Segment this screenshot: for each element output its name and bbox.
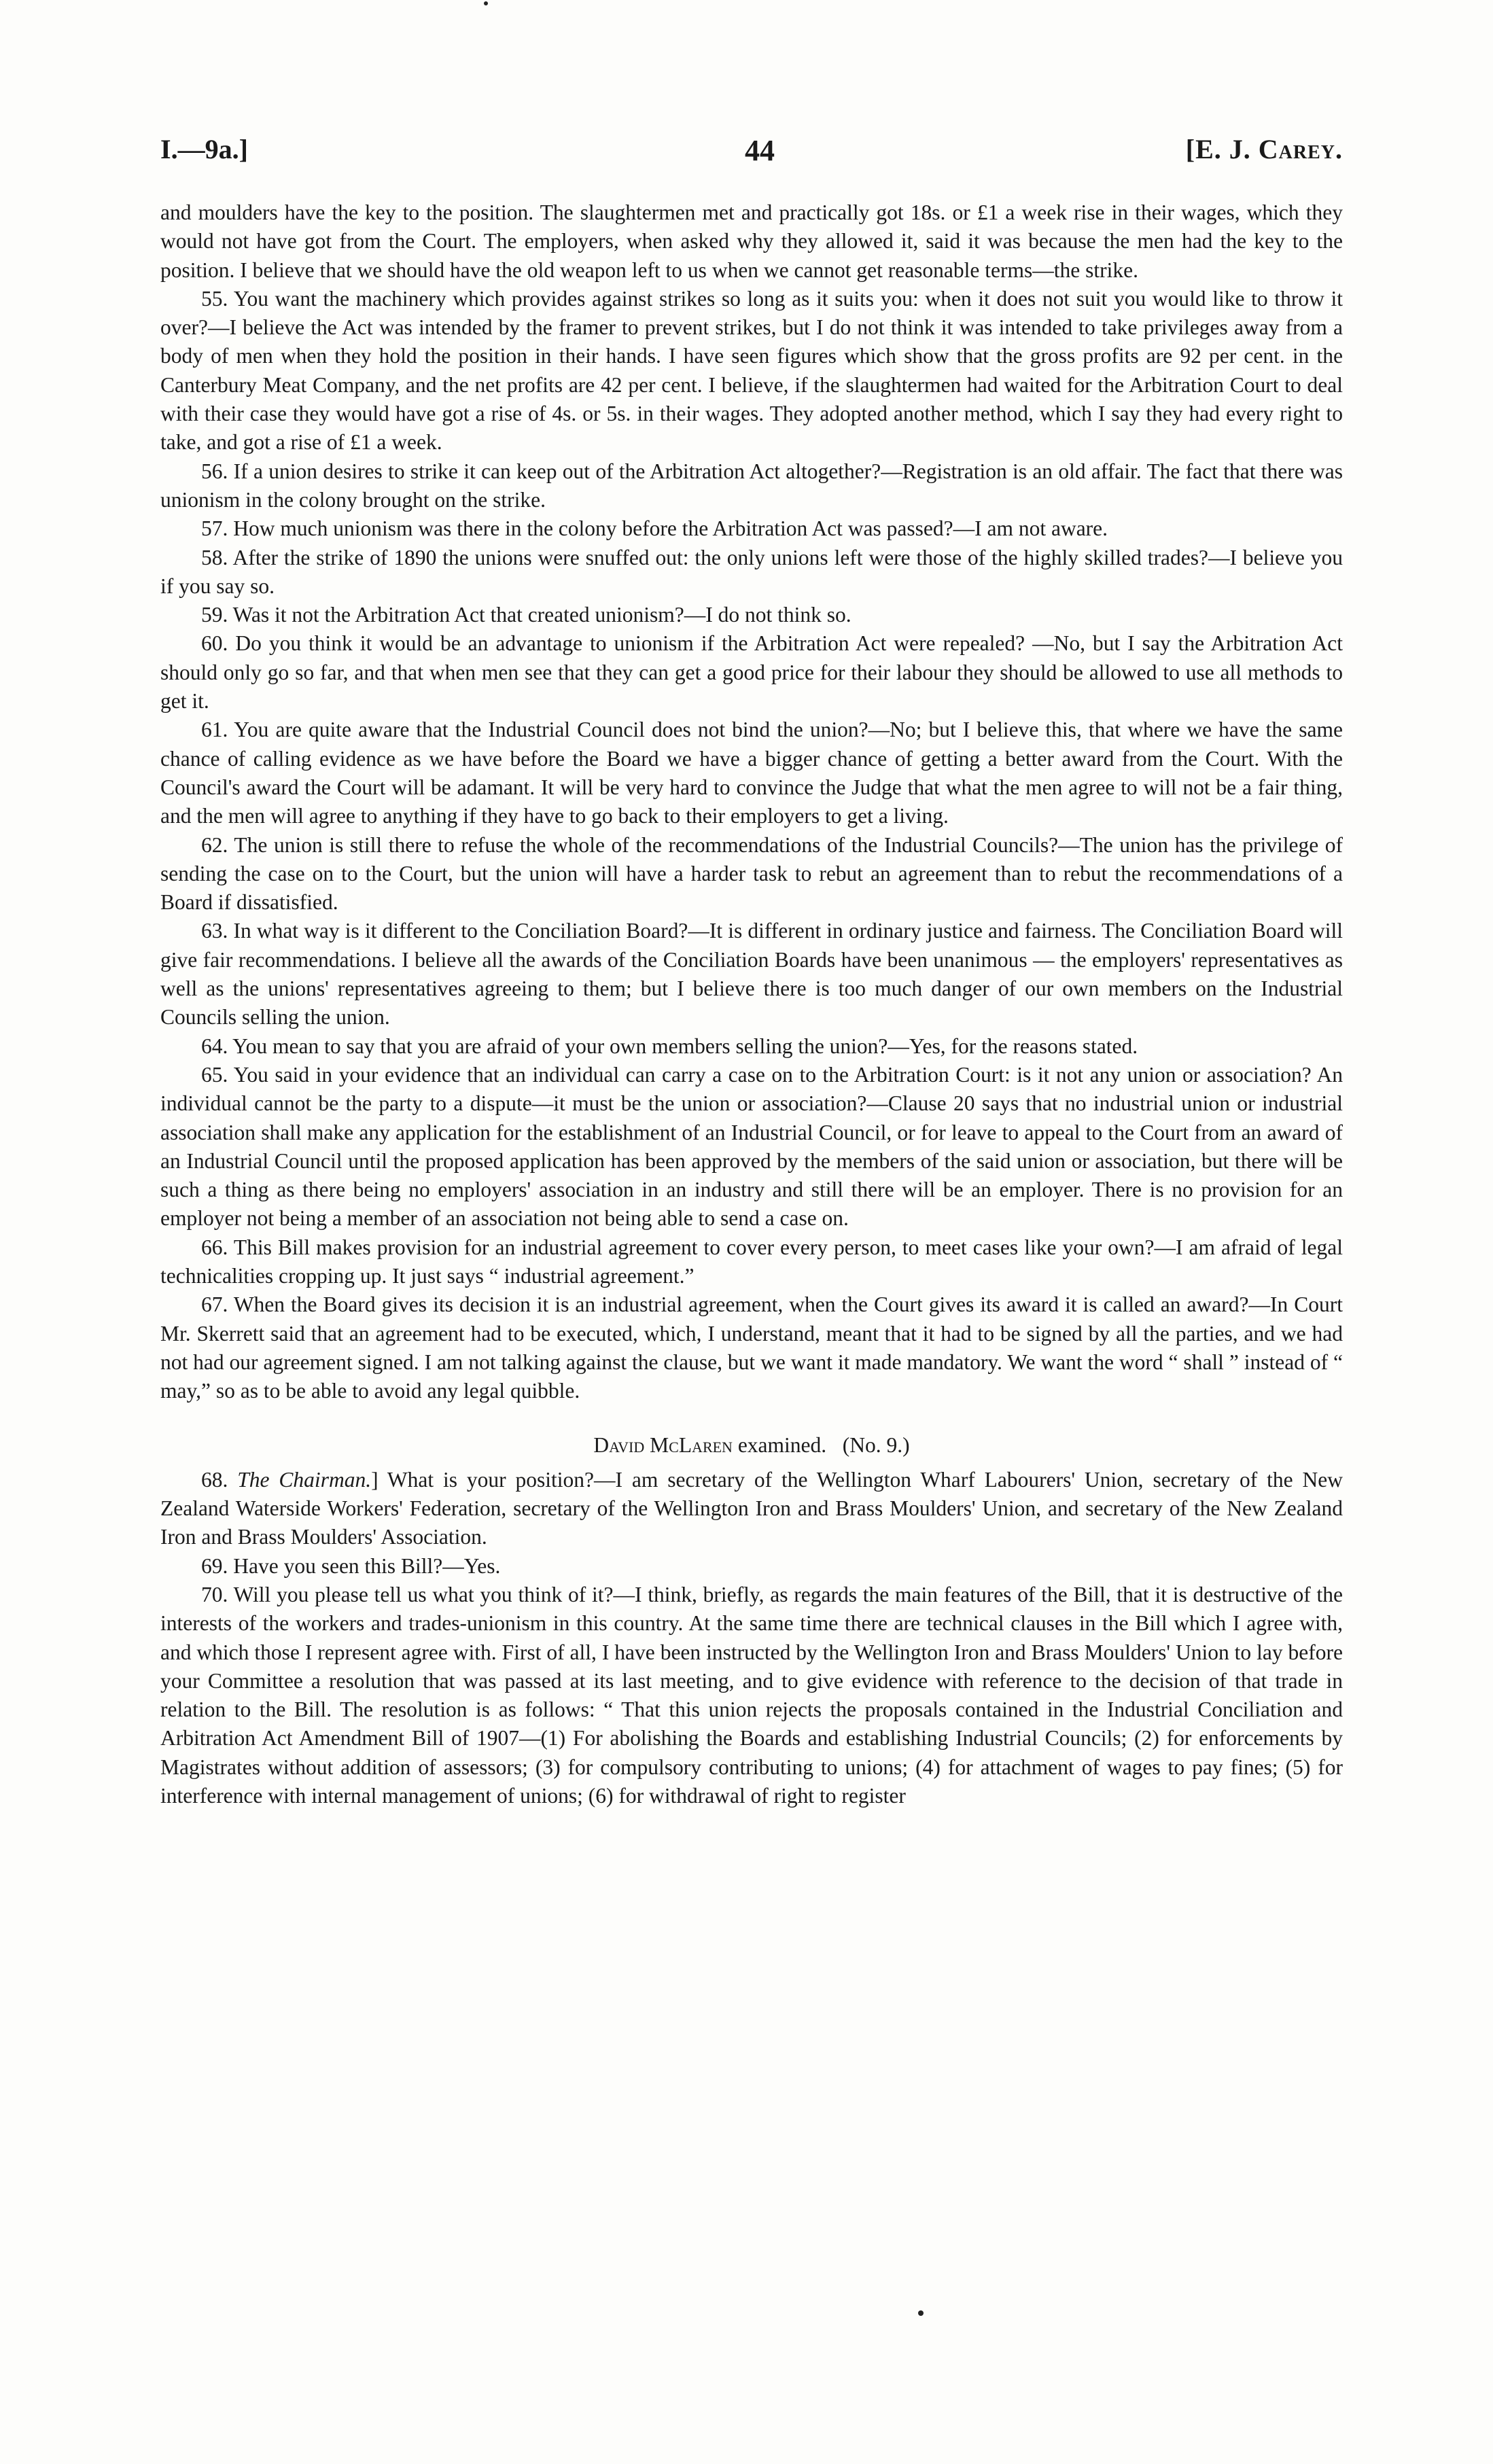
witness-number: (No. 9.) (842, 1433, 910, 1458)
paragraph: 64. You mean to say that you are afraid of your own members selling the union?—Yes, for the reasons stated. (201, 1034, 1138, 1058)
page-number: 44 (745, 134, 775, 167)
bottom-ink-dot (918, 2310, 924, 2316)
paragraph (160, 1466, 1343, 1552)
paragraph: 57. How much unionism was there in the colony before the Arbitration Act was passed?—I am not aware. (201, 516, 1108, 541)
paragraph: 70. Will you please tell us what you think of it?—I think, briefly, as regards the main features of the Bill, that it is destructive of the interests of the workers and trades-unionism in this country. At the same time there are technical clauses in the Bill which I agree with, and which those I represent agree with. First of all, I have been instructed by the Wellington Iron and Brass Moulders' Union to lay before your Committee a resolution that was passed at its last meeting, and to give evidence with reference to the decision of that trade in relation to the Bill. The resolution is as follows: “ That this union rejects the proposals contained in the Industrial Conciliation and Arbitration Act Amendment Bill of 1907—(1) For abolishing the Boards and establishing Industrial Councils; (2) for enforcements by Magistrates without addition of assessors; (3) for compulsory contributing to unions; (4) for attachment of wages to pay fines; (5) for interference with internal management of unions; (6) for withdrawal of right to register (160, 1582, 1343, 1808)
paragraph: 66. This Bill makes provision for an industrial agreement to cover every person, to meet cases like your own?—I am afraid of legal technicalities cropping up. It just says “ industrial agreement.” (160, 1235, 1343, 1288)
witness-name: David McLaren (593, 1433, 733, 1458)
paragraph: 56. If a union desires to strike it can keep out of the Arbitration Act altogether?—Registration is an old affair. The fact that there was unionism in the colony brought on the strike. (160, 459, 1343, 512)
paragraph: 63. In what way is it different to the Conciliation Board?—It is different in ordinary justice and fairness. The Conciliation Board will give fair recommendations. I believe all the awards of the Conciliation Boards have been unanimous — the employers' representatives as well as the unions' representatives agreeing to them; but I believe there is too much danger of our own members on the Industrial Councils selling the union. (160, 919, 1343, 1029)
question-number: 68. (201, 1467, 228, 1492)
paragraph: 62. The union is still there to refuse the whole of the recommendations of the Industrial Councils?—The union has the privilege of sending the case on to the Court, but the union will have a harder task to rebut an agreement than to rebut the recommendations of a Board if dissatisfied. (160, 832, 1343, 915)
paragraph: and moulders have the key to the position. The slaughtermen met and practically got 18s. or £1 a week rise in their wages, which they would not have got from the Court. The employers, when asked why they allowed it, said it was because the men had the key to the position. I believe that we should have the old weapon left to us when we cannot get reasonable terms—the strike. (160, 200, 1343, 282)
paragraph: 65. You said in your evidence that an individual can carry a case on to the Arbitration Court: is it not any union or association? An individual cannot be the party to a dispute—it must be the union or association?—Clause 20 says that no industrial union or industrial association shall make any application for the establishment of an Industrial Council, or for leave to appeal to the Court from an award of an Industrial Council until the proposed application has been approved by the members of the said union or association, but there will be such a thing as there being no employers' association in an industry and still there will be an employer. There is no provision for an employer not being a member of an association not being able to send a case on. (160, 1062, 1343, 1231)
paragraph: 59. Was it not the Arbitration Act that created unionism?—I do not think so. (201, 603, 851, 627)
paragraph: 55. You want the machinery which provides against strikes so long as it suits you: when it does not suit you would like to throw it over?—I believe the Act was intended by the framer to prevent strikes, but I do not think it was intended to take privileges away from a body of men when they hold the position in their hands. I have seen figures which show that the gross profits are 92 per cent. in the Canterbury Meat Company, and the net profits are 42 per cent. I believe, if the slaughtermen had waited for the Arbitration Court to deal with their case they would have got a rise of 4s. or 5s. in their wages. They adopted another method, which I say they had every right to take, and got a rise of £1 a week. (160, 286, 1343, 455)
paragraph: 67. When the Board gives its decision it is an industrial agreement, when the Court gives its award it is called an award?—In Court Mr. Skerrett said that an agreement had to be executed, which, I understand, meant that it had to be signed by all the parties, and we had not had our agreement signed. I am not talking against the clause, but we want it made mandatory. We want the word “ shall ” instead of “ may,” so as to be able to avoid any legal quibble. (160, 1292, 1343, 1403)
page-header (160, 133, 1343, 174)
paragraph: 69. Have you seen this Bill?—Yes. (201, 1553, 501, 1578)
speaker: The Chairman. (237, 1467, 372, 1492)
witness-heading (160, 1431, 1343, 1460)
document-reference: I.—9a.] (160, 134, 248, 164)
running-head-witness: [E. J. Carey. (1185, 134, 1343, 164)
page-body (160, 198, 1343, 1810)
paragraph-text: ] What is your position?—I am secretary of the Wellington Wharf Labourers' Union, secretary of the New Zealand Waterside Workers' Federation, secretary of the Wellington Iron and Brass Moulders' Union, and secretary of the New Zealand Iron and Brass Moulders' Association. (160, 1467, 1343, 1549)
paragraph: 58. After the strike of 1890 the unions were snuffed out: the only unions left were those of the highly skilled trades?—I believe you if you say so. (160, 545, 1343, 598)
top-ink-dot (484, 1, 488, 5)
paragraph: 61. You are quite aware that the Industrial Council does not bind the union?—No; but I believe this, that where we have the same chance of calling evidence as we have before the Board we have a bigger chance of getting a better award from the Court. With the Council's award the Court will be adamant. It will be very hard to convince the Judge that what the men agree to will not be a fair thing, and the men will agree to anything if they have to go back to their employers to get a living. (160, 718, 1343, 828)
paragraph: 60. Do you think it would be an advantage to unionism if the Arbitration Act were repealed? —No, but I say the Arbitration Act should only go so far, and that when men see that they can get a good price for their labour they should be allowed to use all methods to get it. (160, 631, 1343, 714)
witness-suffix: examined. (737, 1433, 827, 1458)
